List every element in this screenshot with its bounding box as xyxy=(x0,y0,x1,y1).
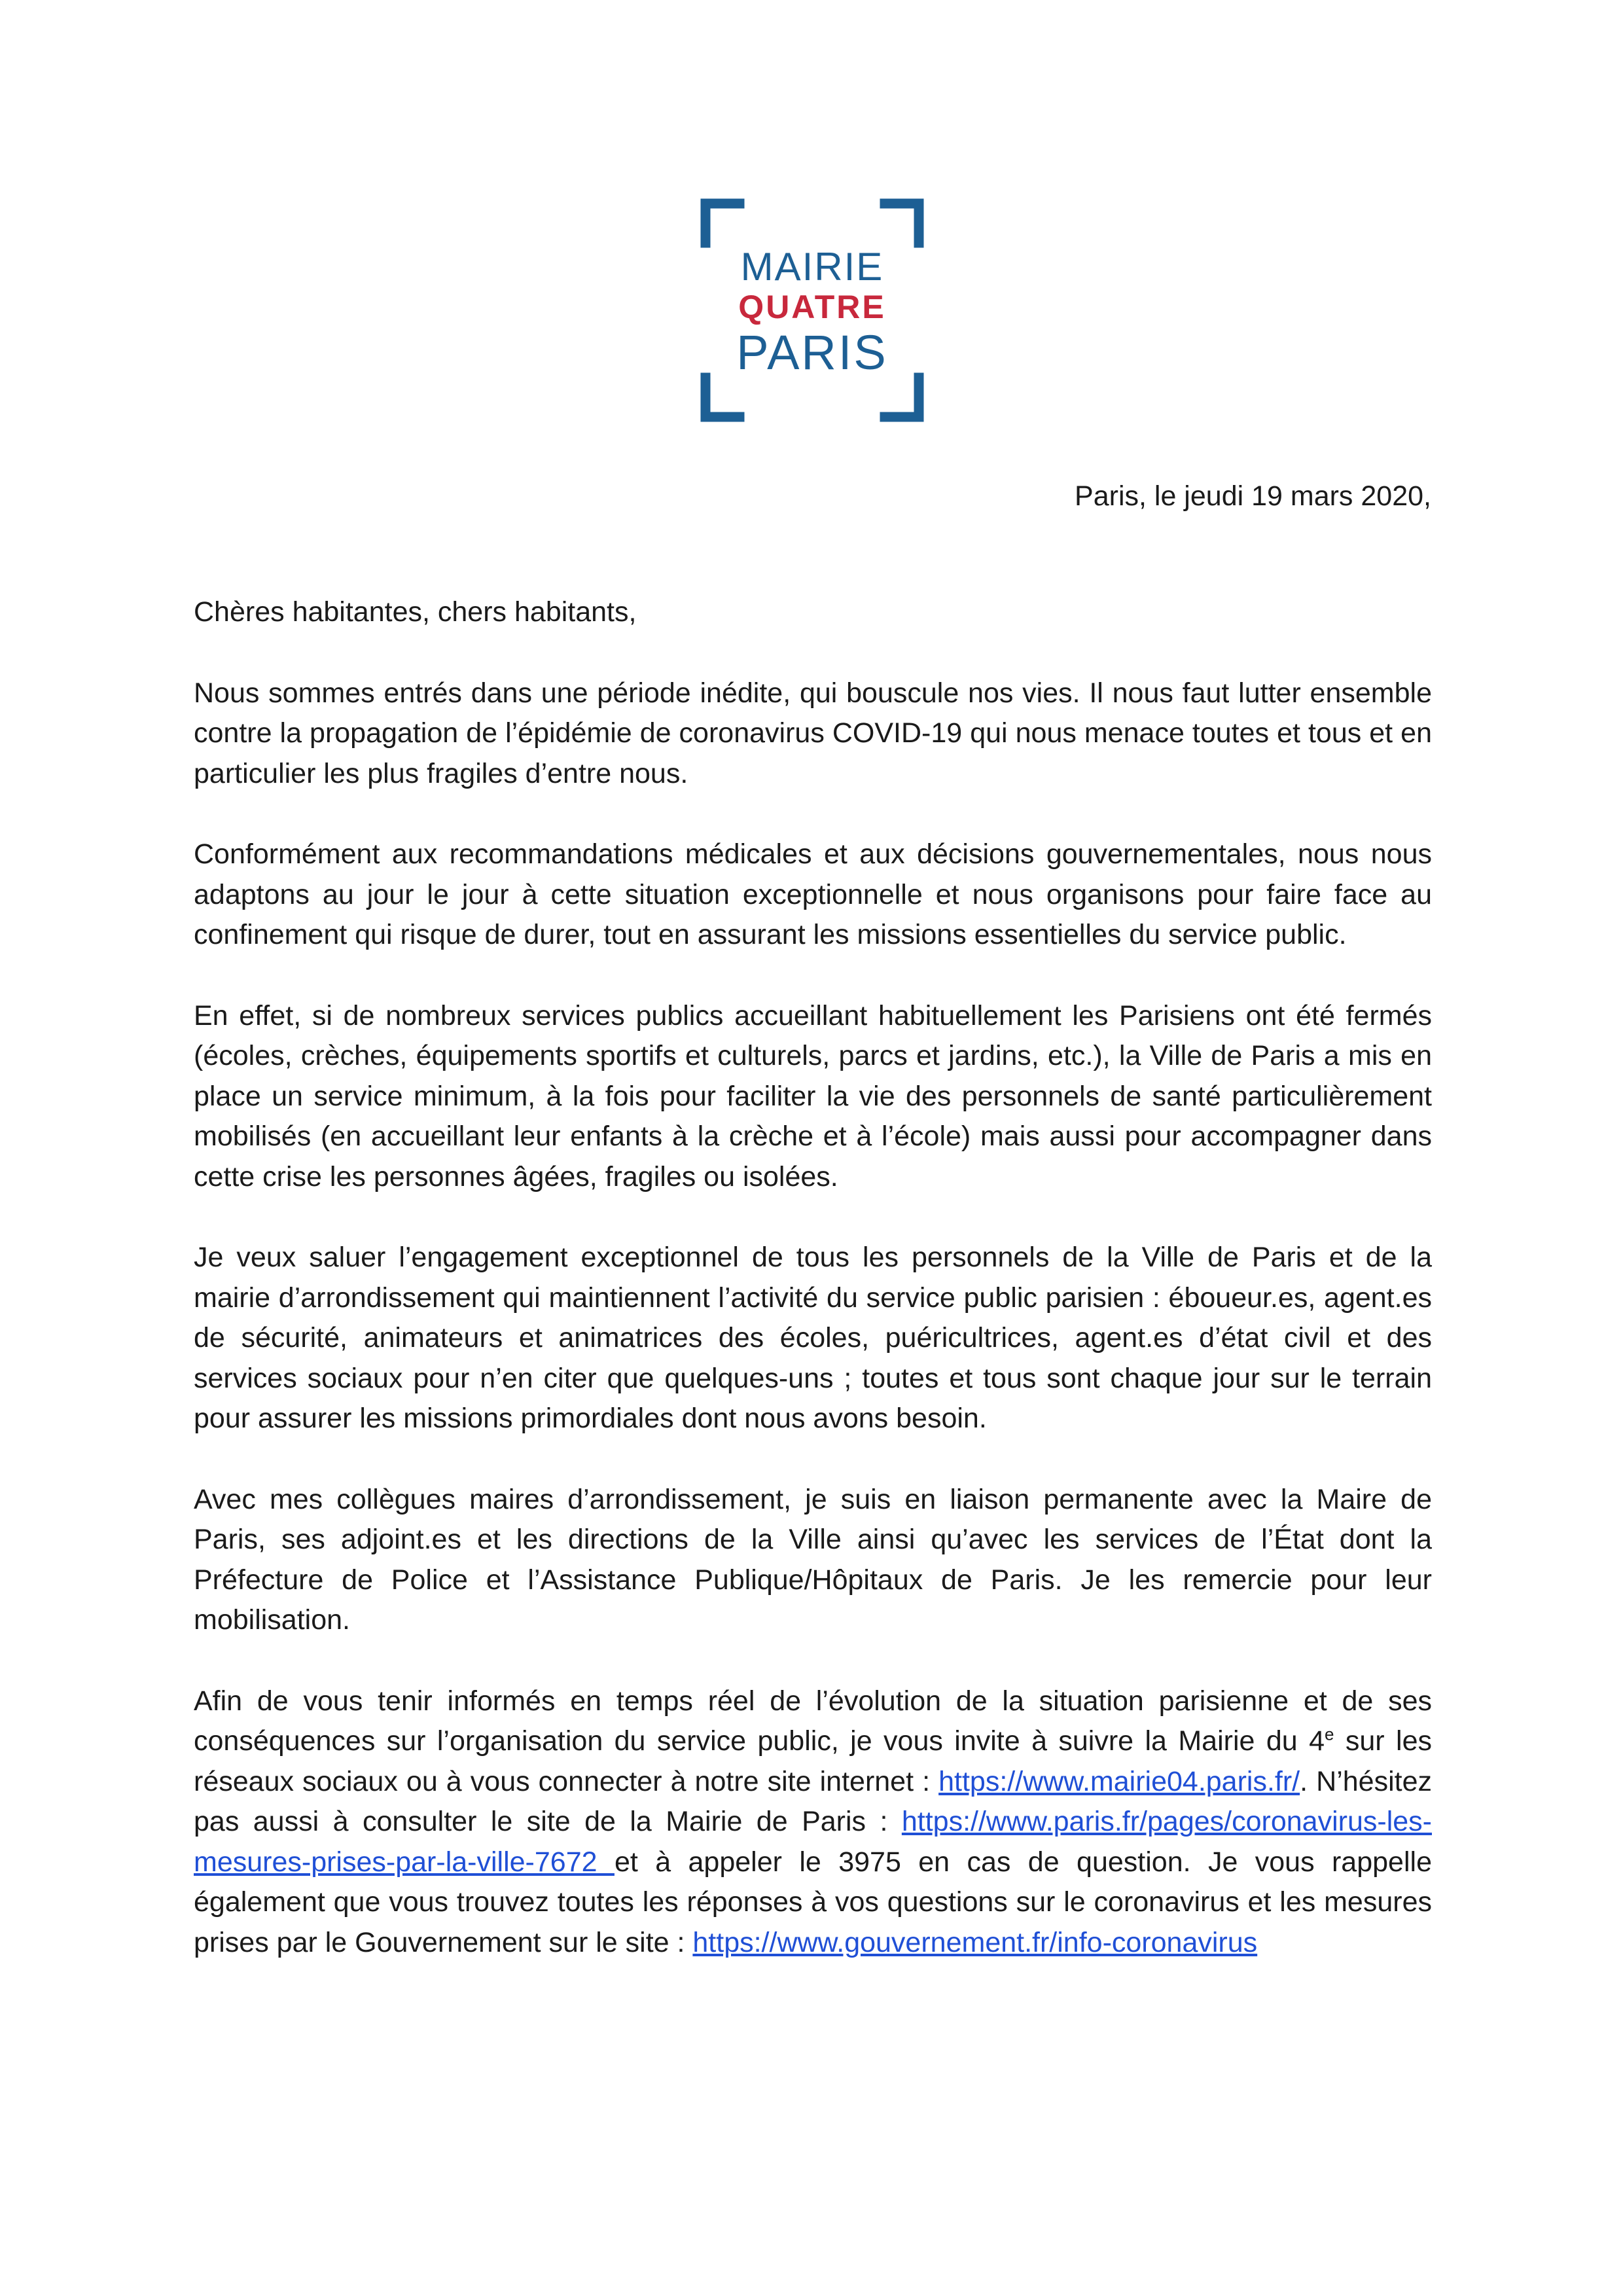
logo-mairie-text: MAIRIE xyxy=(740,245,884,289)
paragraph-6 xyxy=(194,1681,1432,1964)
paragraph-6-text-2: sur les réseaux sociaux ou à vous connecter à notre site internet : xyxy=(194,1725,1432,1797)
letter-body xyxy=(194,592,1432,2003)
mairie-logo xyxy=(700,198,924,422)
mairie04-link[interactable]: https://www.mairie04.paris.fr/ xyxy=(938,1765,1300,1797)
paragraph-5: Avec mes collègues maires d’arrondissement, je suis en liaison permanente avec la Maire de Paris, ses adjoint.es et les directions de la Ville ainsi qu’avec les services de l’État dont la Préfecture de Police et l’Assistance Publique/Hôpitaux de Paris. Je les remercie pour leur mobilisation. xyxy=(194,1483,1432,1636)
paragraph-3: En effet, si de nombreux services publics accueillant habituellement les Parisiens ont été fermés (écoles, crèches, équipements sportifs et culturels, parcs et jardins, etc.), la Ville de Paris a mis en place un service minimum, à la fois pour faciliter la vie des personnels de santé particulièrement mobilisés (en accueillant leur enfants à la crèche et à l’école) mais aussi pour accompagner dans cette crise les personnes âgées, fragiles ou isolées. xyxy=(194,999,1432,1193)
paragraph-6-text-1: Afin de vous tenir informés en temps réel de l’évolution de la situation parisienne et de ses conséquences sur l’organisation du service public, je vous invite à suivre la Mairie du 4 xyxy=(194,1685,1432,1757)
date-line: Paris, le jeudi 19 mars 2020, xyxy=(1075,480,1431,512)
logo-quatre-text: QUATRE xyxy=(738,289,886,325)
logo-paris-text: PARIS xyxy=(736,325,888,380)
paris-mesures-link[interactable]: https://www.paris.fr/pages/coronavirus-les-mesures-prises-par-la-ville-7672 xyxy=(194,1806,1432,1878)
gouvernement-link[interactable]: https://www.gouvernement.fr/info-coronavirus xyxy=(692,1926,1258,1958)
paragraph-4: Je veux saluer l’engagement exceptionnel de tous les personnels de la Ville de Paris et de la mairie d’arrondissement qui maintiennent l’activité du service public parisien : éboueur.es, agent.es de sécurité, animateurs et animatrices des écoles, puéricultrices, agent.es d’état civil et des services sociaux pour n’en citer que quelques-uns ; toutes et tous sont chaque jour sur le terrain pour assurer les missions primordiales dont nous avons besoin. xyxy=(194,1242,1432,1434)
superscript-e: e xyxy=(1325,1724,1334,1744)
paragraph-6-text-3: . N’hésitez pas aussi à consulter le site de la Mairie de Paris : xyxy=(194,1765,1433,1837)
paragraph-6-text-4: et à appeler le 3975 en cas de question. Je vous rappelle également que vous trouvez toutes les réponses à vos questions sur le coronavirus et les mesures prises par le Gouvernement sur le site : xyxy=(194,1846,1432,1958)
paragraph-1: Nous sommes entrés dans une période inédite, qui bouscule nos vies. Il nous faut lutter ensemble contre la propagation de l’épidémie de coronavirus COVID-19 qui nous menace toutes et tous et en particulier les plus fragiles d’entre nous. xyxy=(194,677,1432,789)
paragraph-2: Conformément aux recommandations médicales et aux décisions gouvernementales, nous nous adaptons au jour le jour à cette situation exceptionnelle et nous organisons pour faire face au confinement qui risque de durer, tout en assurant les missions essentielles du service public. xyxy=(194,838,1432,950)
salutation: Chères habitantes, chers habitants, xyxy=(194,596,637,628)
